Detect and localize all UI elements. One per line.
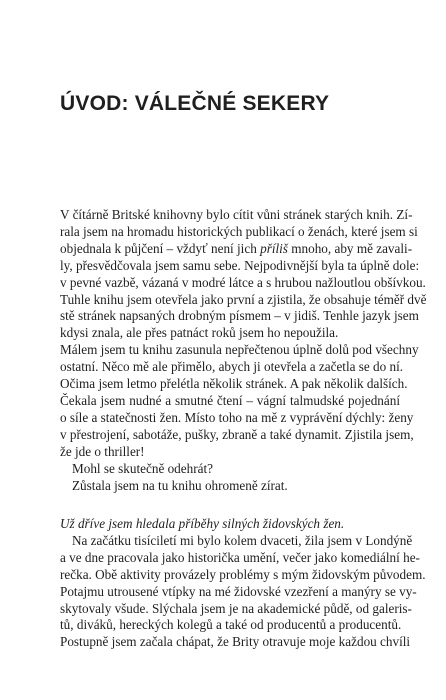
- text-line: ostatní. Něco mě ale přimělo, abych ji otevřela a začetla se do ní.: [60, 359, 404, 375]
- text-line: Málem jsem tu knihu zasunula nepřečtenou úplně dolů pod všechny: [60, 342, 419, 358]
- text-line: v přestrojení, sabotáže, pušky, zbraně a také dynamit. Zjistila jsem,: [60, 426, 414, 442]
- text-line: Mohl se skutečně odehrát?: [72, 460, 213, 476]
- emphasis: Už dříve jsem hledala příběhy silných židovských žen.: [60, 516, 345, 531]
- text-line: objednala k půjčení – vždyť není jich příliš mnoho, aby mě zavali-: [60, 240, 413, 256]
- body-section-2: [60, 516, 426, 651]
- text-line: v pevné vazbě, vázaná v modré látce a s hrubou nažloutlou obšívkou.: [60, 274, 426, 290]
- text-line: Očima jsem letmo přelétla několik stránek. A pak několik dalších.: [60, 376, 408, 392]
- text-line: ly, přesvědčovala jsem samu sebe. Nejpodivnější byla ta úplně dole:: [60, 257, 420, 273]
- text-line: Postupně jsem začala chápat, že Brity otravuje moje každou chvíli: [60, 634, 411, 650]
- text-line: Na začátku tisíciletí mi bylo kolem dvaceti, žila jsem v Londýně: [72, 532, 413, 548]
- text-line: Čekala jsem nudné a smutné čtení – vágní talmudské pojednání: [60, 392, 400, 408]
- emphasis: příliš: [260, 240, 288, 256]
- text-line: rečka. Obě aktivity provázely problémy s mým židovským původem.: [60, 566, 426, 582]
- section-lead-italic: [60, 516, 400, 533]
- chapter-title: ÚVOD: VÁLEČNÉ SEKERY: [60, 92, 330, 115]
- text-line: Tuhle knihu jsem otevřela jako první a zjistila, že obsahuje téměř dvě: [60, 291, 427, 307]
- text-line: o síle a statečnosti žen. Místo toho na mě z vyprávění dýchly: ženy: [60, 409, 414, 425]
- text-line: a ve dne pracovala jako historička umění, večer jako komediální he-: [60, 549, 420, 565]
- text-line: kdysi znala, ale přes patnáct roků jsem ho nepoužila.: [60, 325, 339, 341]
- text-line: V čítárně Britské knihovny bylo cítit vůni stránek starých knih. Zí-: [60, 207, 413, 222]
- text-line: rala jsem na hromadu historických publikací o ženách, které jsem si: [60, 223, 418, 239]
- text-line: že jde o thriller!: [60, 443, 145, 459]
- text-line: tů, diváků, hereckých kolegů a také od producentů a producentů.: [60, 617, 402, 633]
- body-section-1: [60, 207, 427, 494]
- text-line: skytovaly všude. Slýchala jsem je na akademické půdě, od galeris-: [60, 600, 412, 616]
- text-line: stě stránek napsaných drobným písmem – v jidiš. Tenhle jazyk jsem: [60, 308, 419, 324]
- text-line: Zůstala jsem na tu knihu ohromeně zírat.: [72, 477, 288, 493]
- text-line: Potajmu utrousené vtípky na mé židovské vzezření a manýry se vy-: [60, 583, 417, 599]
